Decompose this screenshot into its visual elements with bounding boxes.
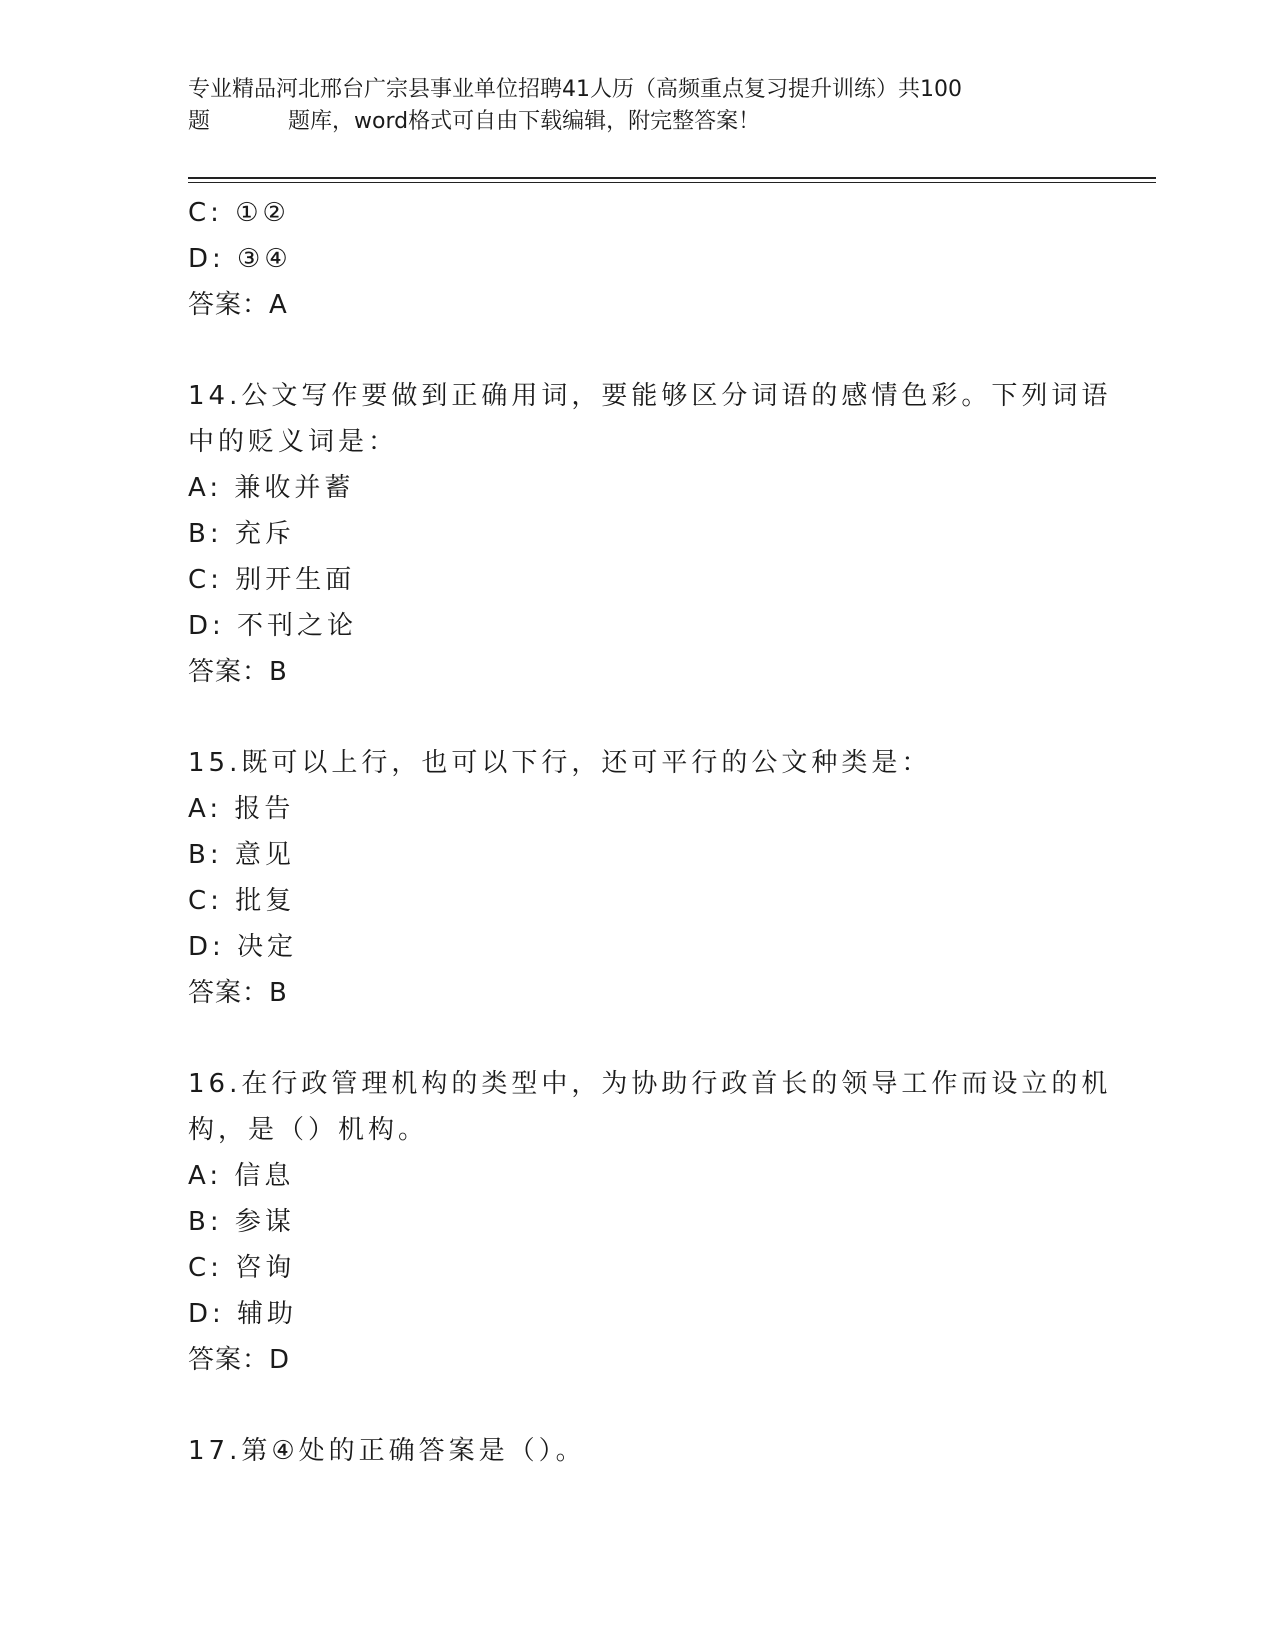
- option-b: [188, 832, 1088, 878]
- option-text: 咨询: [235, 1253, 296, 1283]
- option-text: 参谋: [234, 1207, 295, 1237]
- option-label: B:: [188, 840, 223, 870]
- option-text: 意见: [234, 840, 295, 870]
- question-17-text: 17.第④处的正确答案是（）。: [188, 1436, 586, 1466]
- option-b: [188, 1199, 1088, 1245]
- option-text: 别开生面: [235, 565, 356, 595]
- question-number: 16.: [188, 1069, 242, 1099]
- header-title-line2: [188, 106, 1088, 138]
- option-label: A:: [188, 1161, 223, 1191]
- answer-line: 答案：A: [188, 290, 288, 320]
- question-16-text-line2: 构，是（）机构。: [188, 1115, 429, 1145]
- option-c: [188, 878, 1088, 924]
- option-a: [188, 465, 1088, 511]
- answer-line: 答案：B: [188, 978, 288, 1008]
- header-divider-thin: [188, 182, 1156, 183]
- option-text: 不刊之论: [237, 611, 358, 641]
- option-d: [188, 603, 1088, 649]
- option-label: C:: [188, 886, 223, 916]
- page-header: [188, 74, 1088, 138]
- option-text: 兼收并蓄: [234, 473, 355, 503]
- option-text: 报告: [234, 794, 295, 824]
- option-text: ①②: [235, 198, 290, 228]
- question-15-text: 15.既可以上行，也可以下行，还可平行的公文种类是：: [188, 748, 932, 778]
- option-text: ③④: [237, 244, 292, 274]
- question-14-text-line2: 中的贬义词是：: [188, 427, 399, 457]
- header-title-line2-prefix: 题: [188, 109, 211, 134]
- option-text: 充斥: [234, 519, 295, 549]
- option-text: 信息: [234, 1161, 295, 1191]
- option-c: [188, 1245, 1088, 1291]
- option-d: [188, 236, 1088, 282]
- question-content: [188, 190, 1112, 1474]
- option-label: D:: [188, 1299, 225, 1329]
- option-text: 批复: [235, 886, 296, 916]
- option-label: C:: [188, 565, 223, 595]
- option-label: D:: [188, 932, 225, 962]
- question-16-text-line1: 16.在行政管理机构的类型中，为协助行政首长的领导工作而设立的机: [188, 1069, 1112, 1099]
- option-b: [188, 511, 1088, 557]
- option-label: B:: [188, 1207, 223, 1237]
- option-label: D:: [188, 244, 225, 274]
- question-number: 15.: [188, 748, 242, 778]
- header-title-line1: 专业精品河北邢台广宗县事业单位招聘41人历（高频重点复习提升训练）共100: [188, 77, 962, 102]
- question-14-text-line1: 14.公文写作要做到正确用词，要能够区分词语的感情色彩。下列词语: [188, 381, 1112, 411]
- option-label: D:: [188, 611, 225, 641]
- option-text: 决定: [237, 932, 298, 962]
- option-label: C:: [188, 1253, 223, 1283]
- option-a: [188, 1153, 1088, 1199]
- option-text: 辅助: [237, 1299, 298, 1329]
- header-divider-thick: [188, 177, 1156, 179]
- question-number: 14.: [188, 381, 242, 411]
- option-label: A:: [188, 794, 223, 824]
- header-title-line2-text: 题库，word格式可自由下载编辑，附完整答案！: [288, 109, 761, 134]
- option-label: B:: [188, 519, 223, 549]
- option-a: [188, 786, 1088, 832]
- question-number: 17.: [188, 1436, 242, 1466]
- option-label: C:: [188, 198, 223, 228]
- option-c: [188, 557, 1088, 603]
- answer-line: 答案：D: [188, 1345, 291, 1375]
- option-d: [188, 924, 1088, 970]
- option-d: [188, 1291, 1088, 1337]
- option-label: A:: [188, 473, 223, 503]
- option-c: [188, 190, 1088, 236]
- answer-line: 答案：B: [188, 657, 288, 687]
